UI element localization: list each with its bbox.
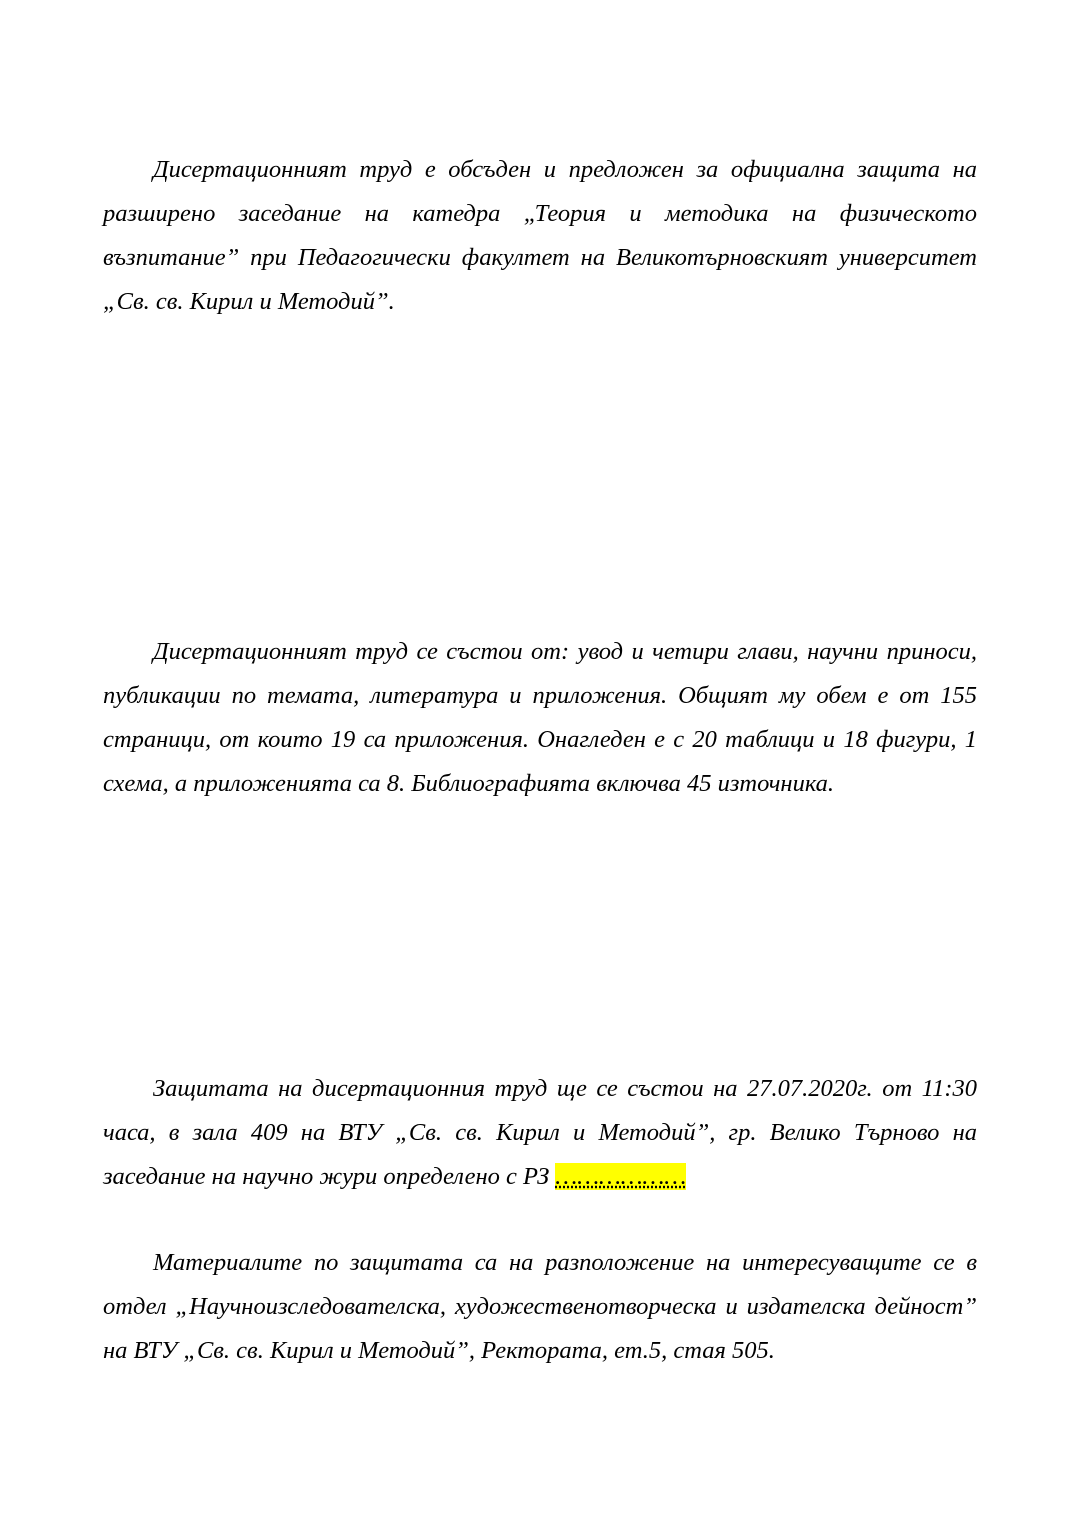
structure-text: Дисертационният труд се състои от: увод и четири глави, научни приноси, публикации по темата, литература и приложения. Общият му обем е от 155 страници, от които 19 са приложения. Онагледен е с 20 таблици и 18 фигури, 1 схема, а приложенията са 8. Библиографията включва 45 източника. — [103, 638, 977, 797]
approval-text: Дисертационният труд е обсъден и предложен за официална защита на разширено заседание на катедра „Теория и методика на физическото възпитание” при Педагогически факултет на Великотърновският университет „Св. св. Кирил и Методий”. — [103, 156, 977, 315]
materials-text: Материалите по защитата са на разположение на интересуващите се в отдел „Научноизследователска, художественотворческа и издателска дейност” на ВТУ „Св. св. Кирил и Методий”, Ректората, ет.5, стая 505. — [103, 1249, 977, 1364]
defense-paragraph — [103, 1067, 977, 1199]
defense-text: Защитата на дисертационния труд ще се състои на 27.07.2020г. от 11:30 часа, в зала 409 на ВТУ „Св. св. Кирил и Методий”, гр. Велико Търново на заседание на научно жури определено с РЗ — [103, 1075, 977, 1190]
order-number-placeholder: ……………… — [555, 1163, 687, 1190]
approval-paragraph — [103, 148, 977, 324]
structure-paragraph — [103, 630, 977, 806]
materials-paragraph — [103, 1241, 977, 1373]
